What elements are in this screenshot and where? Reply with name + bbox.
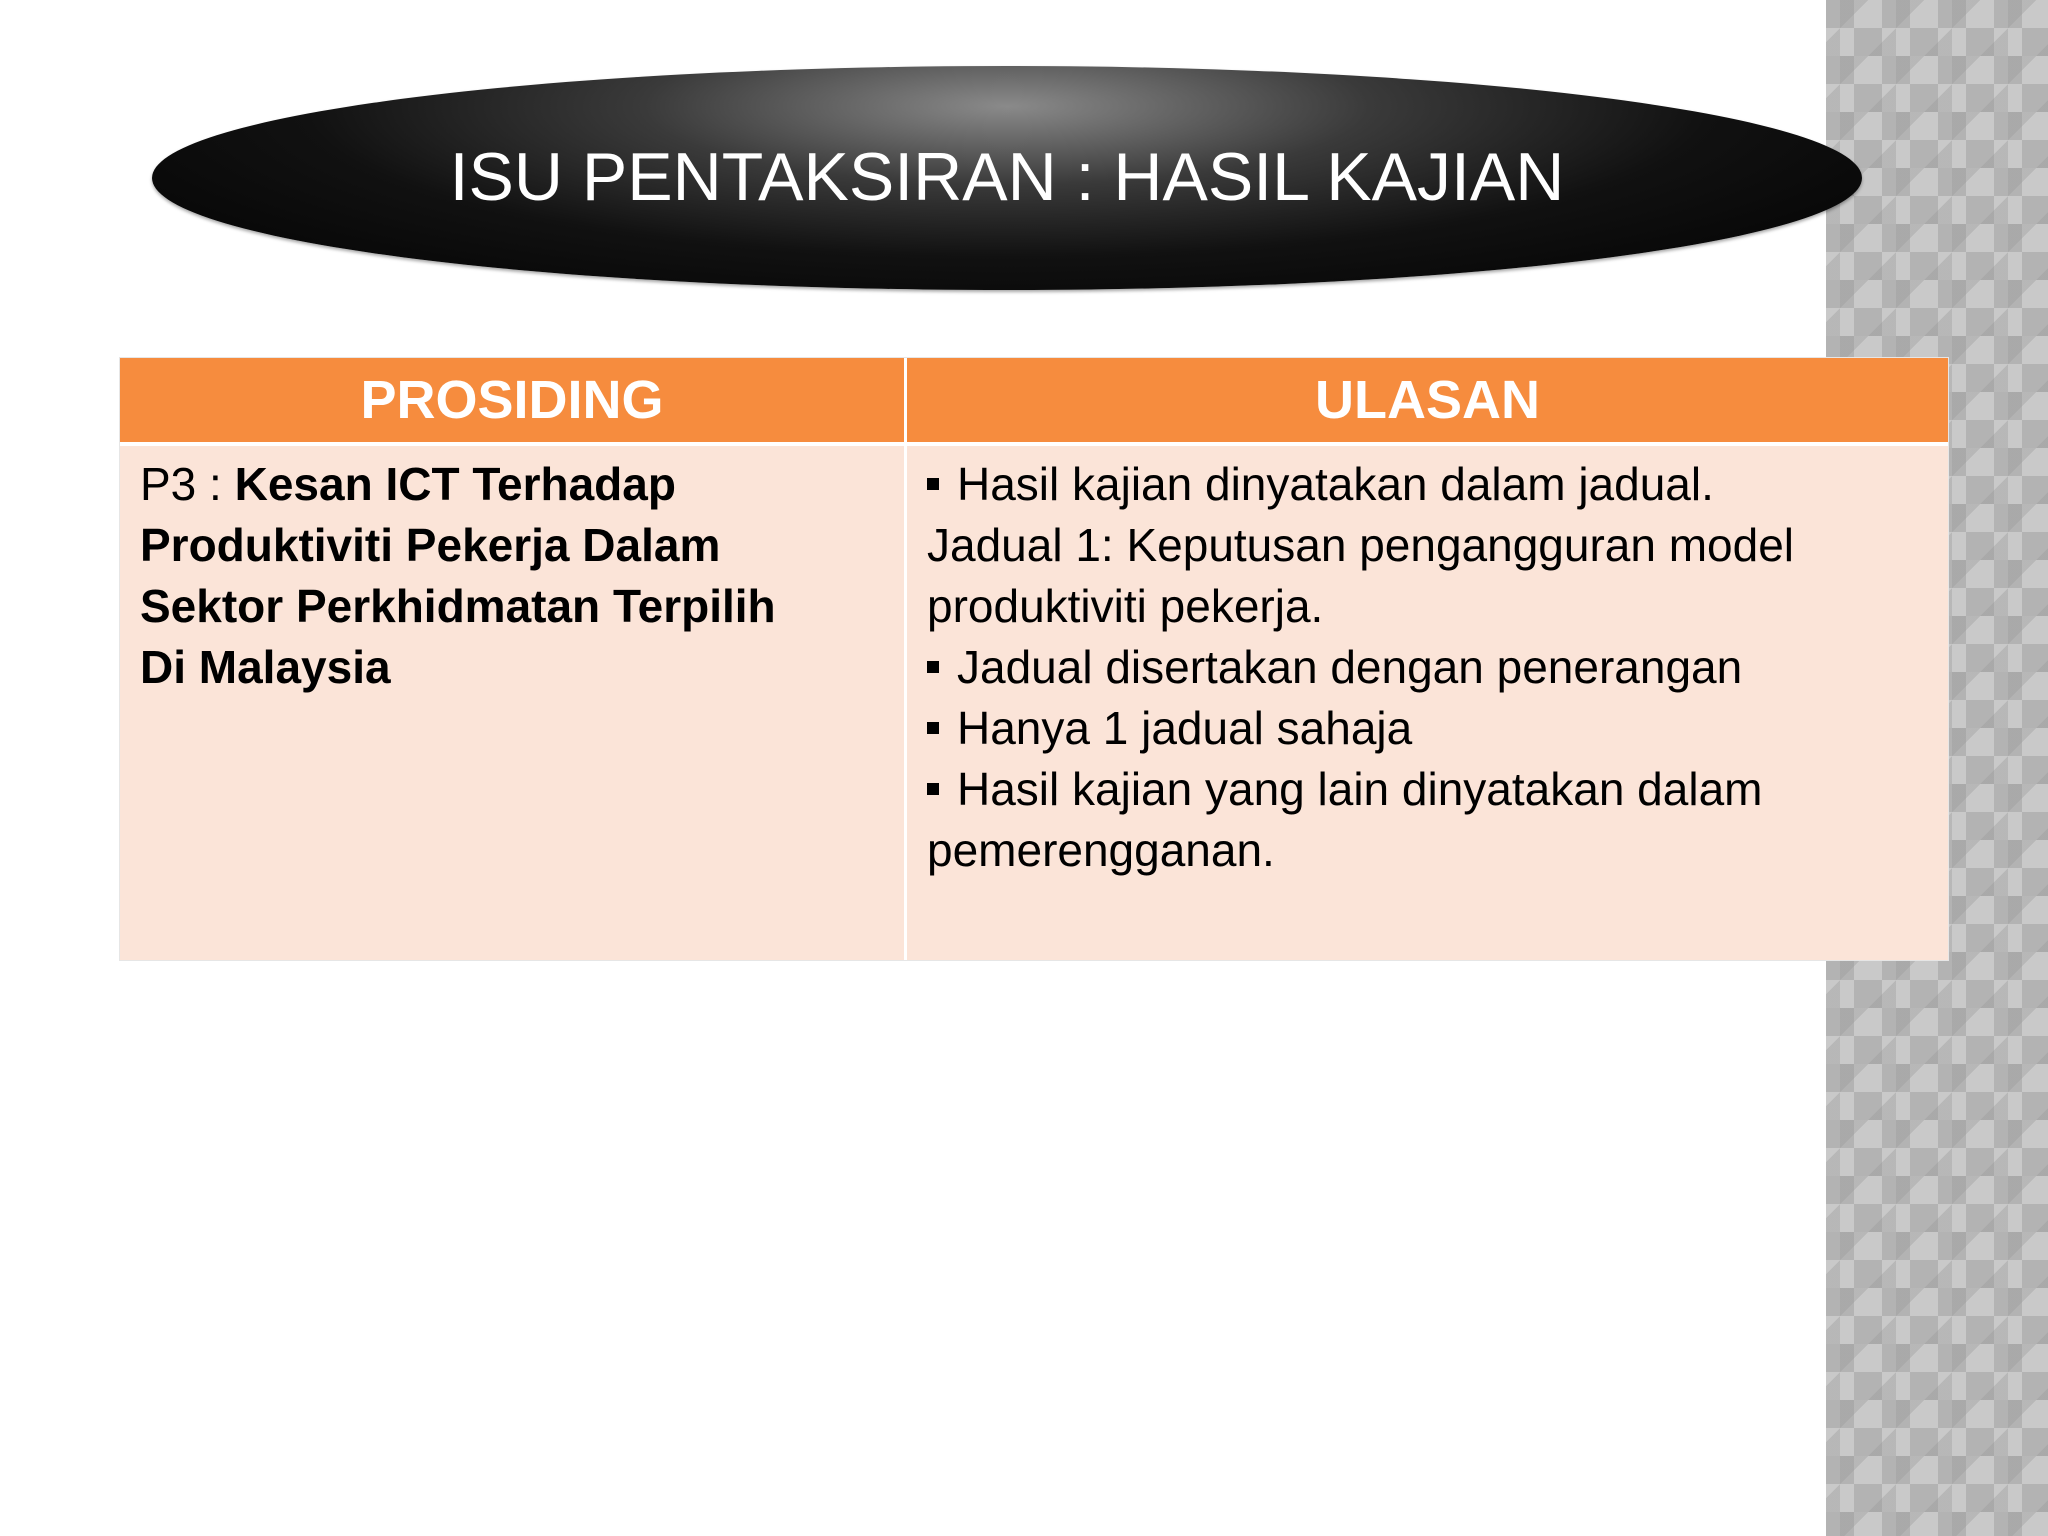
ulasan-bullet — [927, 698, 1928, 759]
ulasan-text: pemerengganan. — [927, 824, 1275, 876]
ulasan-text: Hanya 1 jadual sahaja — [957, 702, 1413, 754]
square-bullet-icon — [927, 661, 939, 673]
ulasan-bullet — [927, 637, 1928, 698]
title-banner — [152, 66, 1862, 290]
paper-title-part: Produktiviti Pekerja Dalam — [140, 519, 721, 571]
ulasan-text: Jadual 1: Keputusan pengangguran model — [927, 519, 1795, 571]
paper-line-1 — [140, 454, 886, 515]
ulasan-bullet — [927, 759, 1928, 820]
ulasan-bullet — [927, 454, 1928, 515]
square-bullet-icon — [927, 783, 939, 795]
table-header-row — [120, 358, 1948, 444]
column-header-prosiding: PROSIDING — [120, 358, 906, 444]
ulasan-cell — [906, 444, 1949, 960]
square-bullet-icon — [927, 478, 939, 490]
table-row — [120, 444, 1948, 960]
prosiding-cell — [120, 444, 906, 960]
ulasan-text: Hasil kajian yang lain dinyatakan dalam — [957, 763, 1763, 815]
square-bullet-icon — [927, 722, 939, 734]
ulasan-text: produktiviti pekerja. — [927, 580, 1324, 632]
paper-title-part: Kesan ICT Terhadap — [234, 458, 676, 510]
review-table — [120, 358, 1948, 960]
paper-title-part: Sektor Perkhidmatan Terpilih — [140, 580, 776, 632]
ulasan-text: Hasil kajian dinyatakan dalam jadual. — [957, 458, 1714, 510]
ulasan-text: Jadual disertakan dengan penerangan — [957, 641, 1743, 693]
column-header-ulasan: ULASAN — [906, 358, 1949, 444]
paper-title-part: Di Malaysia — [140, 641, 391, 693]
paper-prefix: P3 : — [140, 458, 235, 510]
slide-title: ISU PENTAKSIRAN : HASIL KAJIAN — [449, 139, 1565, 215]
